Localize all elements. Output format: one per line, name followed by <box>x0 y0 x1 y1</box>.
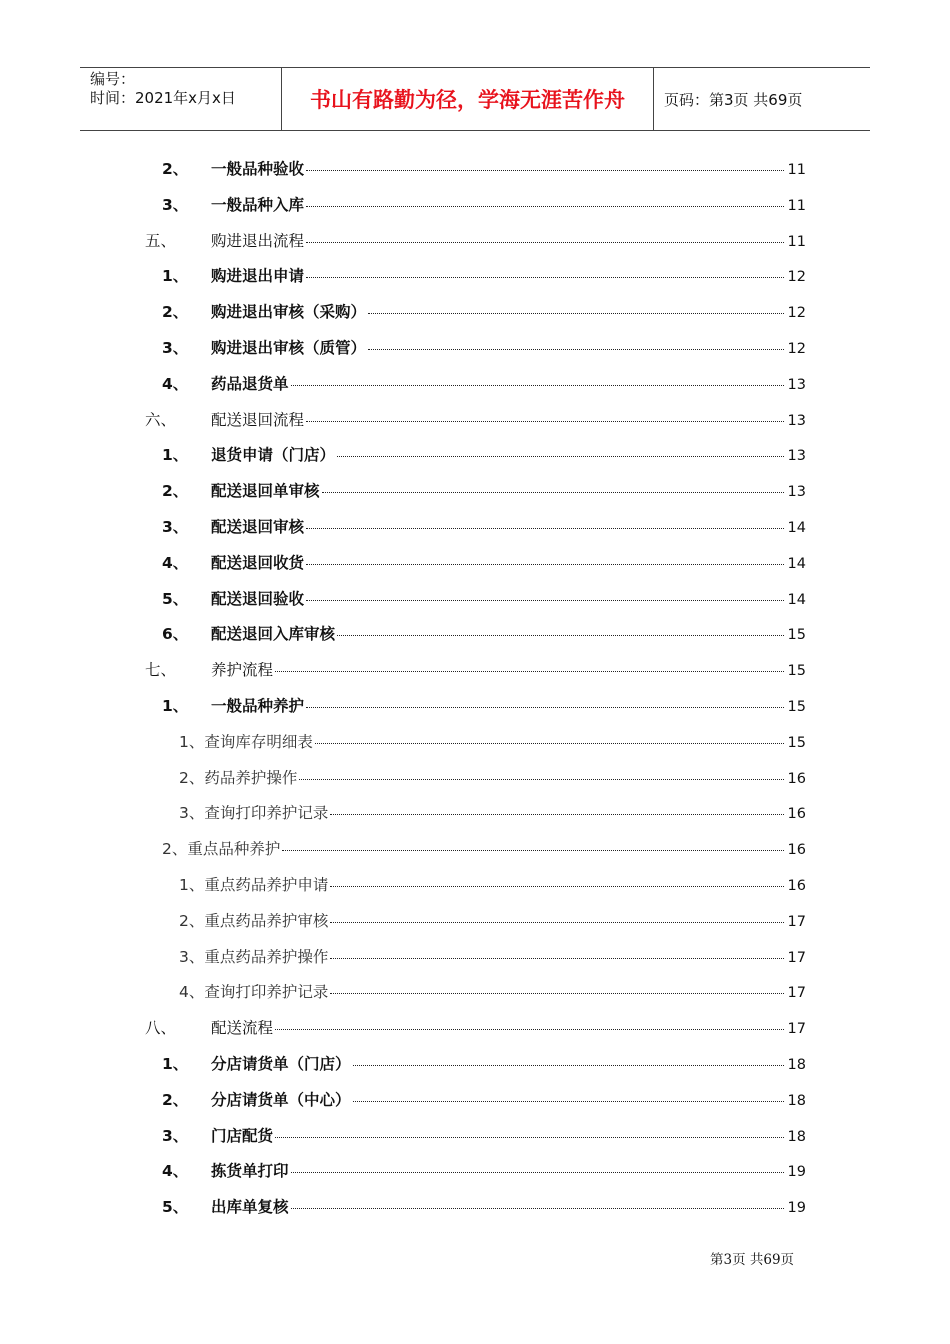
toc-entry-number: 4、 <box>162 374 189 393</box>
toc-leader-dots <box>306 277 784 278</box>
header-meta <box>80 68 282 130</box>
toc-entry-page: 18 <box>787 1057 806 1073</box>
toc-leader-dots <box>291 1172 784 1173</box>
toc-entry-title: 配送流程 <box>211 1019 274 1038</box>
toc-entry[interactable] <box>0 184 950 220</box>
toc-entry-page: 17 <box>787 913 806 930</box>
toc-entry-title: 4、查询打印养护记录 <box>179 983 329 1002</box>
toc-entry-page: 17 <box>787 985 806 1002</box>
toc-entry[interactable] <box>0 220 950 256</box>
toc-leader-dots <box>299 779 784 780</box>
toc-leader-dots <box>330 958 784 959</box>
toc-entry-number: 3、 <box>162 195 189 214</box>
toc-entry-title: 分店请货单（中心） <box>211 1090 351 1109</box>
toc-entry[interactable] <box>0 363 950 399</box>
toc-entry[interactable] <box>0 685 950 721</box>
toc-leader-dots <box>282 850 784 851</box>
toc-entry[interactable] <box>0 721 950 757</box>
toc-entry-number: 3、 <box>162 1126 189 1145</box>
toc-entry-page: 12 <box>787 341 806 357</box>
toc-entry[interactable] <box>0 864 950 900</box>
toc-entry[interactable] <box>0 649 950 685</box>
toc-entry-page: 13 <box>787 376 806 393</box>
toc-entry-title: 药品退货单 <box>211 374 289 393</box>
toc-entry-title: 配送退回收货 <box>211 553 305 572</box>
toc-entry-title: 分店请货单（门店） <box>211 1055 351 1073</box>
toc-entry-number: 1、 <box>162 697 189 715</box>
toc-entry-number: 2、 <box>162 1090 189 1109</box>
toc-entry-title: 购进退出审核（采购） <box>211 303 367 322</box>
toc-entry[interactable] <box>0 506 950 542</box>
toc-entry-title: 购进退出申请 <box>211 267 305 286</box>
toc-leader-dots <box>306 421 784 422</box>
toc-entry-page: 14 <box>787 520 806 536</box>
toc-entry-number: 六、 <box>145 410 177 429</box>
toc-entry-number: 2、 <box>162 303 189 322</box>
toc-leader-dots <box>353 1101 784 1102</box>
toc-entry-number: 八、 <box>145 1019 177 1038</box>
toc-entry-title: 3、查询打印养护记录 <box>179 804 329 823</box>
toc-entry-title: 购进退出审核（质管） <box>211 339 367 357</box>
toc-entry-page: 15 <box>787 734 806 751</box>
toc-leader-dots <box>306 242 784 243</box>
toc-entry-page: 15 <box>787 663 806 680</box>
toc-entry[interactable] <box>0 578 950 614</box>
toc-entry[interactable] <box>0 613 950 649</box>
toc-entry[interactable] <box>0 148 950 184</box>
toc-entry-title: 配送退回流程 <box>211 410 305 429</box>
toc-entry-number: 2、 <box>162 482 189 501</box>
toc-entry-title: 一般品种入库 <box>211 195 305 214</box>
toc-leader-dots <box>353 1065 784 1066</box>
toc-entry-page: 13 <box>787 484 806 501</box>
toc-entry-title: 一般品种验收 <box>211 160 305 178</box>
toc-leader-dots <box>330 814 784 815</box>
toc-entry[interactable] <box>0 434 950 470</box>
toc-entry-title: 养护流程 <box>211 661 274 680</box>
toc-leader-dots <box>306 564 784 565</box>
toc-entry[interactable] <box>0 792 950 828</box>
toc-leader-dots <box>322 492 784 493</box>
toc-entry[interactable] <box>0 971 950 1007</box>
toc-entry-page: 18 <box>787 1092 806 1109</box>
toc-entry-page: 11 <box>787 162 806 178</box>
toc-entry-number: 1、 <box>162 446 189 465</box>
page-footer: 第3页 共69页 <box>710 1252 795 1268</box>
toc-entry-title: 2、重点药品养护审核 <box>179 911 329 930</box>
toc-entry-page: 14 <box>787 591 806 608</box>
toc-entry-page: 16 <box>787 878 806 894</box>
toc-leader-dots <box>330 922 784 923</box>
toc-entry-number: 七、 <box>145 661 177 680</box>
toc-leader-dots <box>275 671 784 672</box>
toc-leader-dots <box>306 600 784 601</box>
toc-entry-number: 4、 <box>162 553 189 572</box>
toc-entry[interactable] <box>0 828 950 864</box>
toc-leader-dots <box>330 886 784 887</box>
toc-entry-title: 2、重点品种养护 <box>162 840 281 859</box>
toc-entry[interactable] <box>0 470 950 506</box>
toc-entry-title: 1、查询库存明细表 <box>179 732 313 751</box>
page-header <box>80 67 870 131</box>
toc-entry-page: 19 <box>787 1164 806 1181</box>
toc-entry-title: 拣货单打印 <box>211 1162 289 1181</box>
toc-entry[interactable] <box>0 255 950 291</box>
toc-entry-title: 1、重点药品养护申请 <box>179 876 329 894</box>
toc-entry-title: 一般品种养护 <box>211 697 305 715</box>
toc-entry[interactable] <box>0 542 950 578</box>
toc-entry-page: 15 <box>787 627 806 644</box>
toc-entry[interactable] <box>0 900 950 936</box>
toc-leader-dots <box>330 993 784 994</box>
toc-leader-dots <box>275 1029 784 1030</box>
toc-entry-page: 11 <box>787 233 806 250</box>
toc-entry-number: 6、 <box>162 625 189 644</box>
toc-entry-title: 配送退回审核 <box>211 518 305 536</box>
toc-entry-number: 5、 <box>162 589 189 608</box>
toc-leader-dots <box>337 635 784 636</box>
toc-entry-number: 4、 <box>162 1162 189 1181</box>
toc-entry[interactable] <box>0 1079 950 1115</box>
toc-entry-title: 门店配货 <box>211 1126 274 1145</box>
toc-leader-dots <box>306 528 784 529</box>
toc-entry-page: 19 <box>787 1200 806 1217</box>
toc-leader-dots <box>368 313 784 314</box>
toc-entry-number: 2、 <box>162 160 189 178</box>
toc-entry-page: 14 <box>787 555 806 572</box>
toc-entry-title: 配送退回验收 <box>211 589 305 608</box>
toc-entry-page: 16 <box>787 770 806 787</box>
toc-leader-dots <box>368 349 784 350</box>
toc-entry[interactable] <box>0 1186 950 1222</box>
toc-leader-dots <box>337 456 784 457</box>
toc-leader-dots <box>291 1208 784 1209</box>
toc-entry-number: 5、 <box>162 1198 189 1217</box>
toc-entry-page: 16 <box>787 806 806 823</box>
document-code-label: 编号： <box>90 70 136 88</box>
toc-entry-page: 16 <box>787 842 806 859</box>
toc-entry-page: 17 <box>787 1021 806 1038</box>
toc-entry-title: 3、重点药品养护操作 <box>179 947 329 966</box>
toc-entry-page: 13 <box>787 412 806 429</box>
toc-entry-page: 18 <box>787 1128 806 1145</box>
toc-entry-page: 13 <box>787 448 806 465</box>
toc-entry[interactable] <box>0 1043 950 1079</box>
toc-entry-title: 出库单复核 <box>211 1198 289 1217</box>
toc-leader-dots <box>306 170 784 171</box>
toc-leader-dots <box>275 1137 784 1138</box>
toc-entry-number: 1、 <box>162 267 189 286</box>
toc-entry[interactable] <box>0 399 950 435</box>
toc-entry[interactable] <box>0 1007 950 1043</box>
toc-entry[interactable] <box>0 757 950 793</box>
toc-entry-number: 3、 <box>162 518 189 536</box>
toc-entry-page: 15 <box>787 699 806 715</box>
toc-entry-number: 3、 <box>162 339 189 357</box>
document-time-label: 时间：2021年x月x日 <box>90 89 236 107</box>
toc-entry-page: 11 <box>787 197 806 214</box>
toc-leader-dots <box>306 206 784 207</box>
toc-leader-dots <box>291 385 784 386</box>
toc-entry[interactable] <box>0 327 950 363</box>
header-motto: 书山有路勤为径，学海无涯苦作舟 <box>282 68 654 130</box>
toc-entry[interactable] <box>0 291 950 327</box>
toc-entry[interactable] <box>0 1115 950 1151</box>
toc-entry-title: 退货申请（门店） <box>211 446 336 465</box>
toc-entry-title: 配送退回入库审核 <box>211 625 336 644</box>
toc-entry-title: 配送退回单审核 <box>211 482 320 501</box>
toc-entry-page: 12 <box>787 269 806 286</box>
toc-entry[interactable] <box>0 936 950 972</box>
toc-leader-dots <box>306 707 784 708</box>
toc-entry-number: 1、 <box>162 1055 189 1073</box>
toc-entry-page: 17 <box>787 949 806 966</box>
toc-leader-dots <box>315 743 784 744</box>
toc-entry-page: 12 <box>787 305 806 322</box>
toc-entry-title: 2、药品养护操作 <box>179 768 298 787</box>
toc-entry-number: 五、 <box>145 231 177 250</box>
toc-entry-title: 购进退出流程 <box>211 231 305 250</box>
header-page-info: 页码：第3页 共69页 <box>664 90 803 109</box>
toc-entry[interactable] <box>0 1150 950 1186</box>
